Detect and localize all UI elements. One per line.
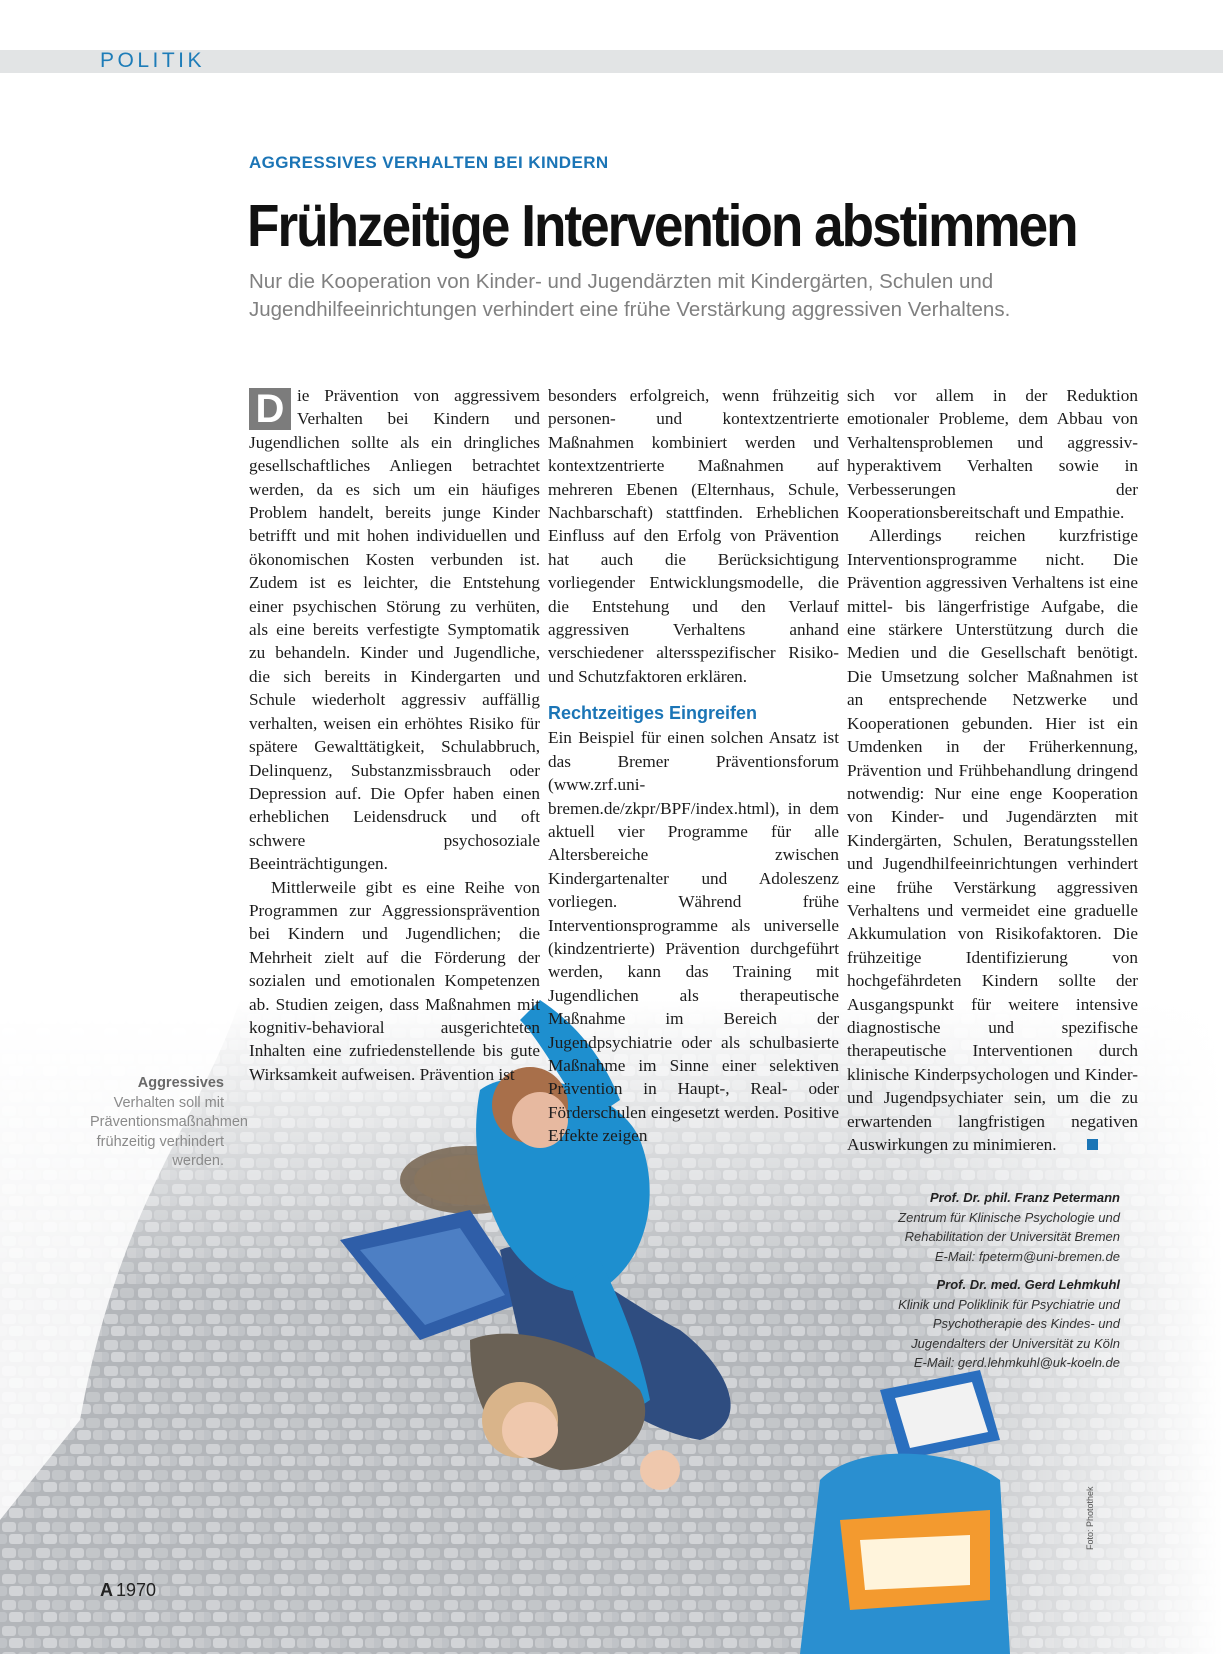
section-label: POLITIK [100, 49, 206, 72]
author-affiliation: Klinik und Poliklinik für Psychiatrie und [898, 1296, 1120, 1312]
body-text: ie Prävention von aggressivem Verhalten bei Kindern und Jugendlichen sollte als ein dringliches gesellschaftliches Anliegen betrachtet werden, da es sich um ein häufiges Problem handelt, bereits junge Kinder betrifft und mit hohen individuellen und ökonomischen Kosten verbunden ist. Zudem ist es leichter, die Entstehung einer psychischen Störung zu verhüten, als eine bereits verfestigte Symptomatik zu behandeln. Kinder und Jugendliche, die sich bereits in Kindergarten und Schule wiederholt aggressiv auffällig verhalten, weisen ein erhöhtes Risiko für spätere Gewalttätigkeit, Schulabbruch, Delinquenz, Substanzmissbrauch oder Depression auf. Die Opfer haben einen erheblichen Leidensdruck und oft schwere psychosoziale Beeinträchtigungen. [249, 386, 540, 874]
drop-cap: D [249, 388, 291, 430]
body-paragraph: sich vor allem in der Reduktion emotionaler Probleme, dem Abbau von Verhaltensproblemen und aggressiv-hyperaktivem Verhalten sowie in Verbesserungen der Kooperationsbereitschaft und Empathie. [847, 386, 1138, 523]
body-column-1 [249, 384, 540, 1086]
photo-credit: Foto: Photothek [1085, 1486, 1095, 1550]
body-column-3 [847, 384, 1138, 1156]
photo-caption [90, 1074, 248, 1172]
end-mark-icon [1087, 1139, 1098, 1150]
page-letter: A [100, 1580, 113, 1600]
author-email: E-Mail: gerd.lehmkuhl@uk-koeln.de [913, 1355, 1120, 1370]
article-kicker: AGGRESSIVES VERHALTEN BEI KINDERN [249, 153, 609, 172]
author-affiliation: Psychotherapie des Kindes- und [932, 1316, 1120, 1331]
article-lead: Nur die Kooperation von Kinder- und Jugendärzten mit Kindergärten, Schulen und Jugendhilfeeinrichtungen verhindert eine frühe Verstärkung aggressiven Verhaltens. [249, 270, 1011, 321]
author-name: Prof. Dr. phil. Franz Petermann [930, 1190, 1120, 1205]
author-affiliation: Jugendalters der Universität zu Köln [911, 1335, 1120, 1351]
body-paragraph: besonders erfolgreich, wenn frühzeitig personen- und kontextzentrierte Maßnahmen kombiniert werden und kontextzentrierte Maßnahmen auf mehreren Ebenen (Elternhaus, Schule, Nachbarschaft) stattfinden. Erheblichen Einfluss auf den Erfolg von Prävention hat auch die Berücksichtigung vorliegender Entwicklungsmodelle, die die Entstehung und den Verlauf aggressiven Verhaltens anhand verschiedener altersspezifischer Risiko- und Schutzfaktoren erklären. [548, 386, 839, 686]
body-column-2 [548, 384, 839, 1148]
author-name: Prof. Dr. med. Gerd Lehmkuhl [936, 1277, 1120, 1292]
caption-text: Verhalten soll mit Präventionsmaßnahmen frühzeitig verhindert werden. [90, 1094, 248, 1170]
body-paragraph: Mittlerweile gibt es eine Reihe von Programmen zur Aggressionsprävention bei Kindern und Jugendlichen; die Mehrheit zielt auf die Förderung der sozialen und emotionalen Kompetenzen ab. Studien zeigen, dass Maßnahmen mit kognitiv-behavioral ausgerichteten Inhalten eine zufriedenstellende bis gute Wirksamkeit aufweisen. Prävention ist [249, 877, 540, 1084]
body-paragraph: Ein Beispiel für einen solchen Ansatz ist das Bremer Präventionsforum (www.zrf.uni-bremen.de/zkpr/BPF/index.html), in dem aktuell vier Programme für alle Altersbereiche zwischen Kindergartenalter und Adoleszenz vorliegen. Während frühe Interventionsprogramme als universelle (kindzentrierte) Prävention durchgeführt werden, kann das Training mit Jugendlichen als therapeutische Maßnahme im Bereich der Jugendpsychiatrie oder als schulbasierte Maßnahme im Sinne einer selektiven Prävention in Haupt-, Real- oder Förderschulen eingesetzt werden. Positive Effekte zeigen [548, 728, 839, 1146]
article-headline: Frühzeitige Intervention abstimmen [247, 193, 1077, 259]
author-affiliation: Zentrum für Klinische Psychologie und [898, 1209, 1120, 1225]
subheading: Rechtzeitiges Eingreifen [548, 703, 758, 724]
page-number-value: 1970 [116, 1580, 157, 1600]
author-entry [820, 1275, 1120, 1373]
body-text: Allerdings reichen kurzfristige Interventionsprogramme nicht. Die Prävention aggressiven Verhaltens ist eine mittel- bis längerfristige Aufgabe, die eine stärkere Unterstützung durch die Medien und die Gesellschaft benötigt. Die Umsetzung solcher Maßnahmen ist an entsprechende Netzwerke und Kooperationen gebunden. Hier ist ein Umdenken in der Früherkennung, Prävention und Frühbehandlung dringend notwendig: Nur eine enge Kooperation von Kinder- und Jugendärzten mit Kindergärten, Schulen, Beratungsstellen und Jugendhilfeeinrichtungen verhindert eine frühe Verstärkung aggressiven Verhaltens und vermeidet eine graduelle Akkumulation von Risikofaktoren. Die frühzeitige Identifizierung von hochgefährdeten Kindern sollte der Ausgangspunkt für weitere intensive diagnostische und spezifische therapeutische Interventionen durch klinische Kinderpsychologen und Kinder- und Jugendpsychiater sein, um die zu erwartenden langfristigen negativen Auswirkungen zu minimieren. [847, 526, 1138, 1154]
body-paragraph [847, 524, 1138, 1156]
page-number [100, 1580, 156, 1601]
author-block [820, 1188, 1120, 1373]
body-paragraph [249, 384, 540, 876]
author-entry [820, 1188, 1120, 1266]
author-affiliation: Rehabilitation der Universität Bremen [904, 1229, 1120, 1244]
caption-lead: Aggressives [137, 1075, 224, 1091]
author-email: E-Mail: fpeterm@uni-bremen.de [934, 1248, 1120, 1264]
